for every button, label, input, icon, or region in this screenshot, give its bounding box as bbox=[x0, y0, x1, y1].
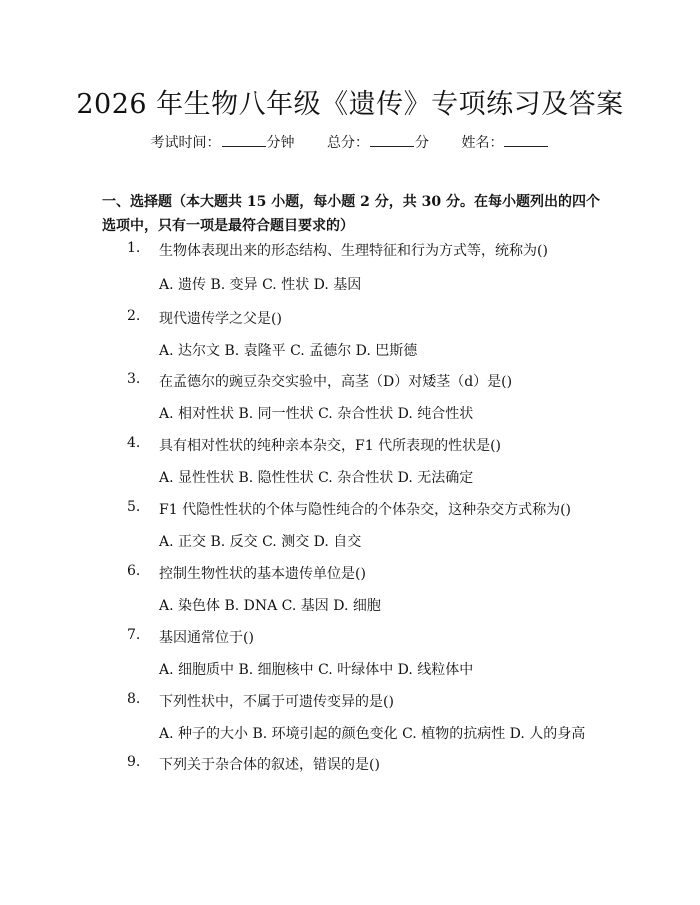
question-number: 6. bbox=[127, 563, 141, 579]
question-number: 7. bbox=[127, 627, 141, 643]
total-score-label: 总分： bbox=[327, 135, 369, 151]
section-heading: 一、选择题（本大题共 15 小题，每小题 2 分，共 30 分。在每小题列出的四个选项中，只有一项是最符合题目要求的） bbox=[102, 194, 600, 234]
question-stem: 现代遗传学之父是() bbox=[159, 311, 282, 327]
total-score-blank bbox=[370, 145, 414, 147]
question-options: A. 达尔文 B. 袁隆平 C. 孟德尔 D. 巴斯德 bbox=[159, 343, 418, 359]
question-number: 8. bbox=[127, 691, 141, 707]
question-options: A. 种子的大小 B. 环境引起的颜色变化 C. 植物的抗病性 D. 人的身高 bbox=[159, 726, 586, 742]
question-number: 2. bbox=[127, 308, 141, 324]
question-stem: 具有相对性状的纯种亲本杂交，F1 代所表现的性状是() bbox=[159, 438, 501, 454]
page-title: 2026 年生物八年级《遗传》专项练习及答案 bbox=[76, 89, 624, 120]
question-options: A. 细胞质中 B. 细胞核中 C. 叶绿体中 D. 线粒体中 bbox=[159, 662, 474, 678]
exam-info-line bbox=[0, 132, 700, 152]
name-label: 姓名： bbox=[461, 135, 504, 151]
question-stem: 基因通常位于() bbox=[159, 630, 254, 646]
question-options: A. 相对性状 B. 同一性状 C. 杂合性状 D. 纯合性状 bbox=[159, 406, 474, 422]
exam-time-blank bbox=[222, 145, 266, 147]
question-stem: F1 代隐性性状的个体与隐性纯合的个体杂交，这种杂交方式称为() bbox=[159, 502, 571, 518]
exam-time-field bbox=[151, 135, 299, 151]
question-stem: 在孟德尔的豌豆杂交实验中，高茎（D）对矮茎（d）是() bbox=[159, 374, 513, 390]
question-options: A. 染色体 B. DNA C. 基因 D. 细胞 bbox=[159, 598, 381, 614]
question-options: A. 显性性状 B. 隐性性状 C. 杂合性状 D. 无法确定 bbox=[159, 470, 474, 486]
question-options: A. 遗传 B. 变异 C. 性状 D. 基因 bbox=[159, 277, 362, 293]
question-stem: 控制生物性状的基本遗传单位是() bbox=[159, 566, 366, 582]
question-number: 4. bbox=[127, 435, 141, 451]
question-number: 3. bbox=[127, 371, 141, 387]
name-blank bbox=[504, 145, 548, 147]
question-options: A. 正交 B. 反交 C. 测交 D. 自交 bbox=[159, 534, 362, 550]
question-stem: 生物体表现出来的形态结构、生理特征和行为方式等，统称为() bbox=[159, 243, 548, 259]
name-field bbox=[461, 135, 549, 151]
exam-time-label: 考试时间： bbox=[150, 135, 221, 151]
question-stem: 下列性状中，不属于可遗传变异的是() bbox=[159, 694, 394, 710]
question-stem: 下列关于杂合体的叙述，错误的是() bbox=[159, 757, 380, 773]
question-number: 5. bbox=[127, 499, 141, 515]
question-number: 9. bbox=[127, 754, 141, 770]
total-score-unit: 分 bbox=[415, 135, 429, 151]
total-score-field bbox=[327, 135, 433, 151]
question-number: 1. bbox=[127, 240, 141, 256]
exam-time-unit: 分钟 bbox=[266, 135, 295, 151]
